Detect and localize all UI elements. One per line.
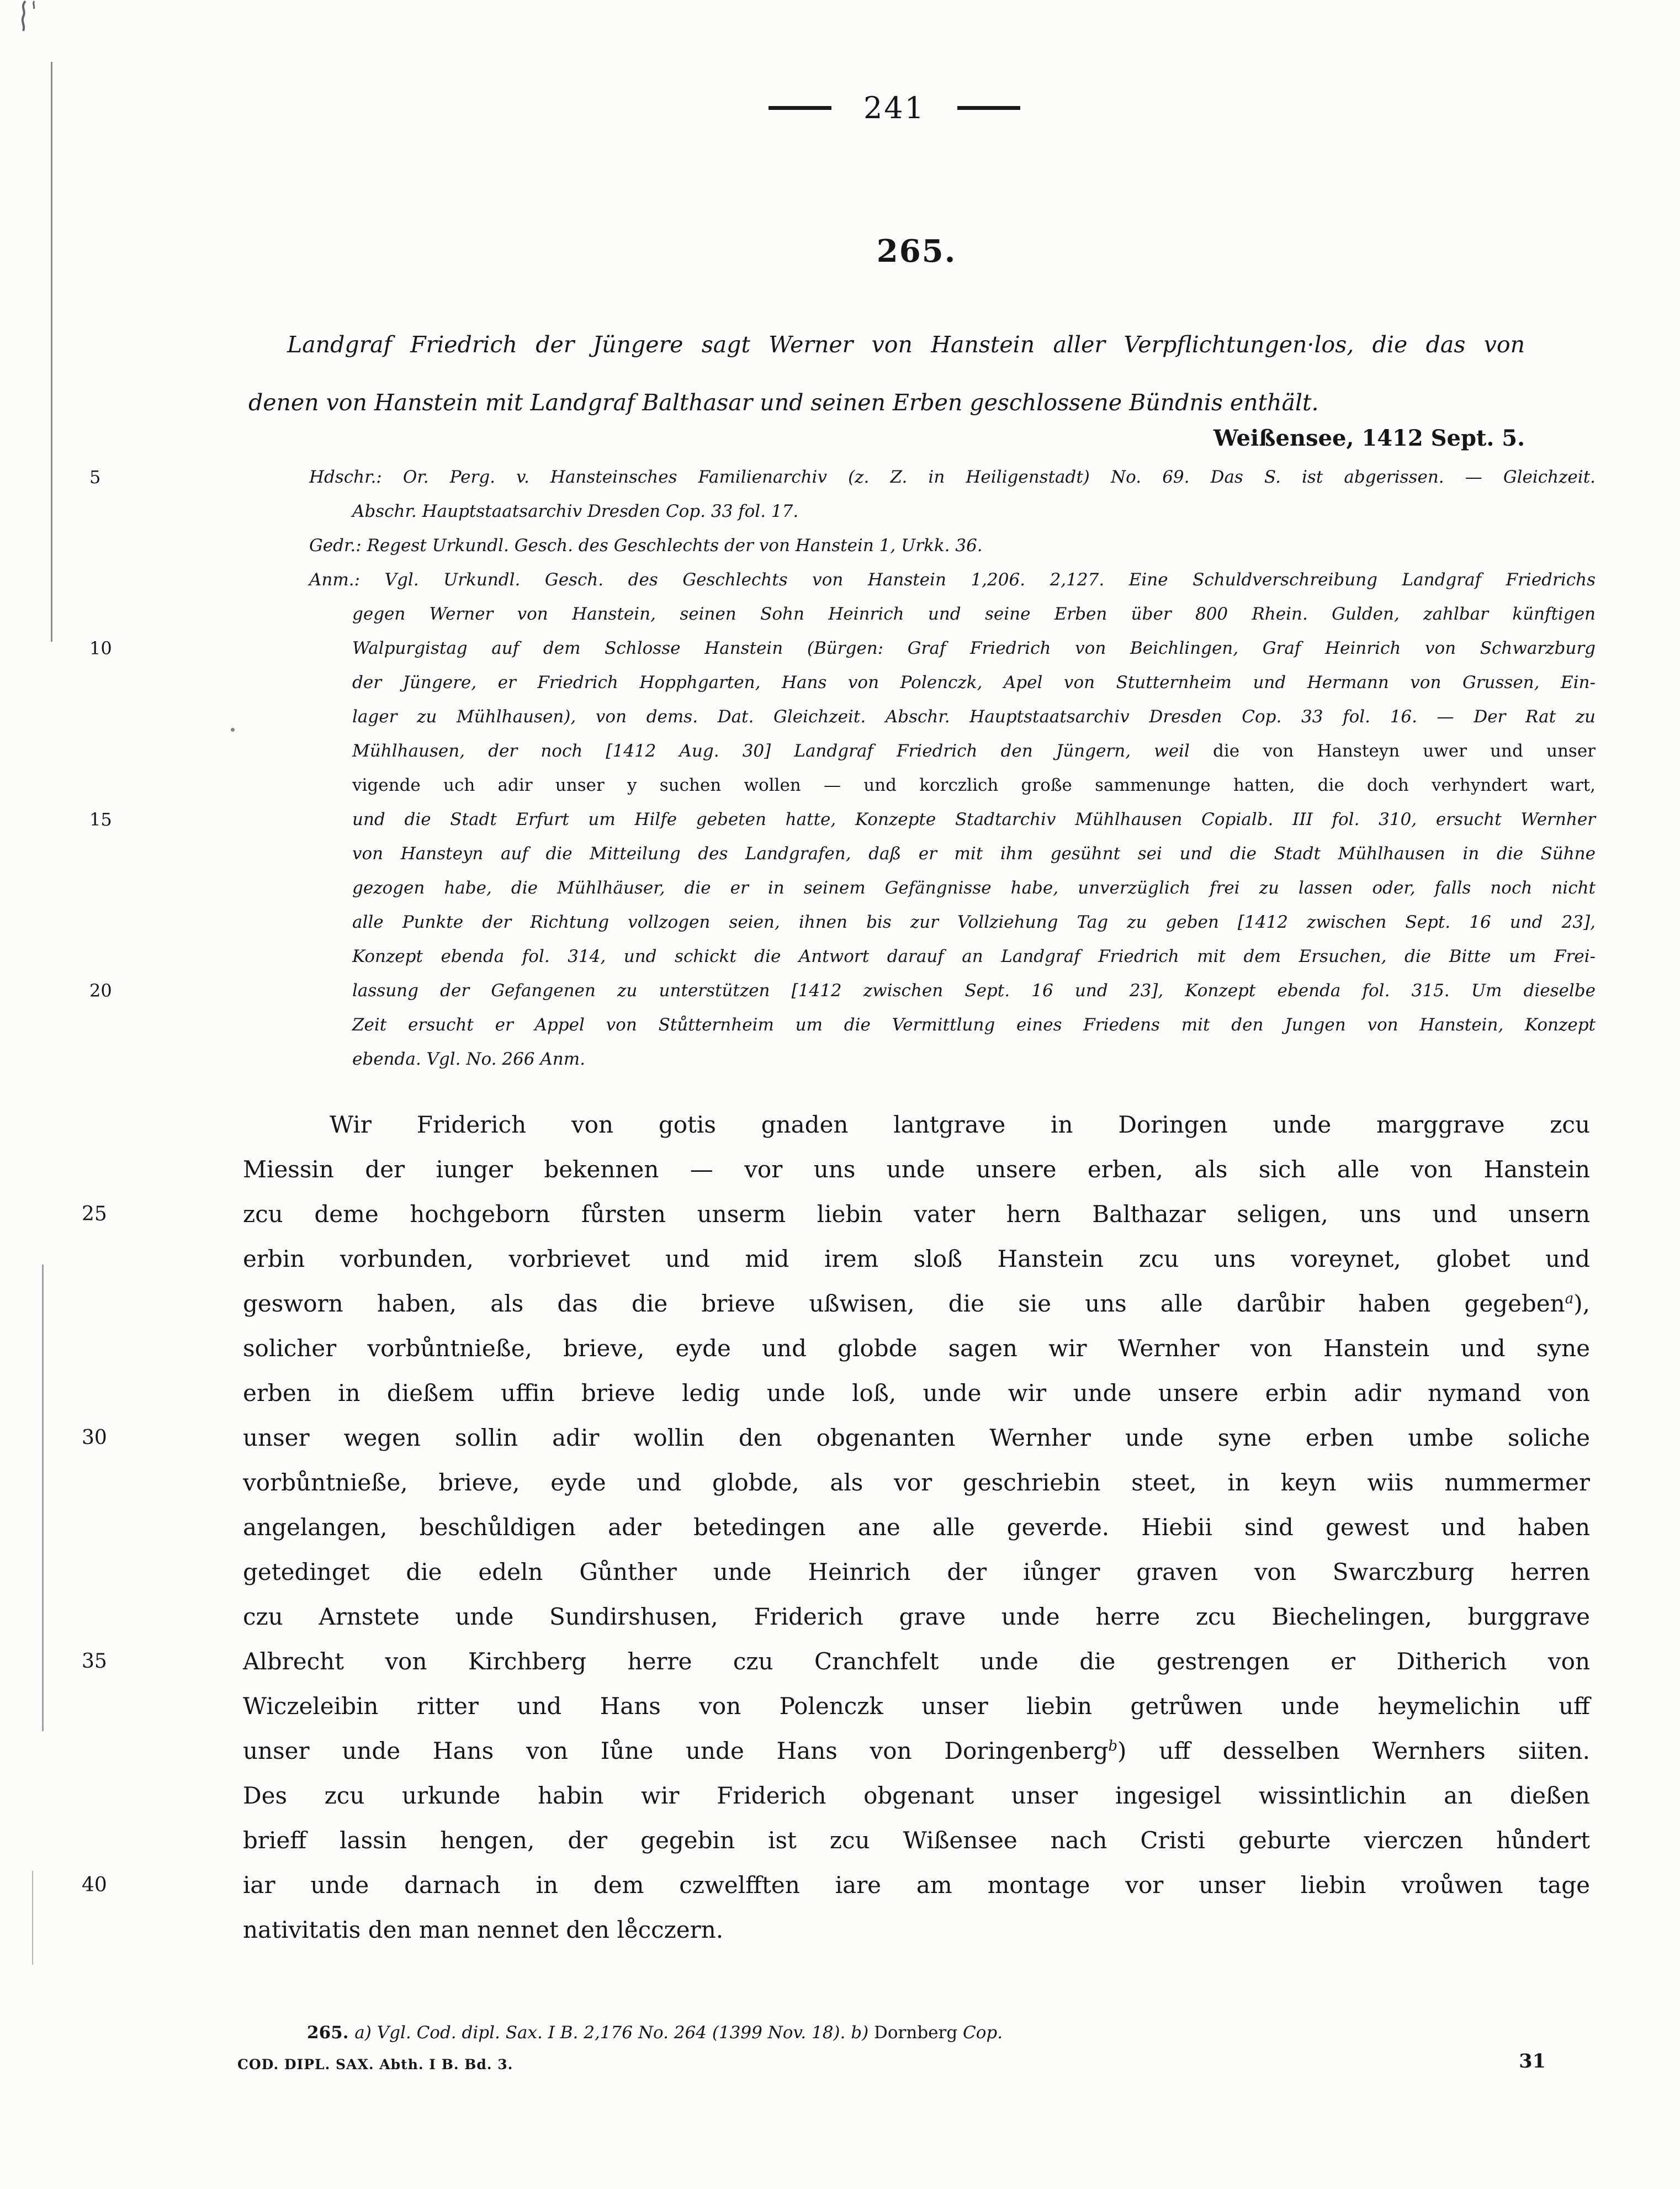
text-segment: zcu deme hochgeborn fůrsten unserm liebin vater hern Balthazar seligen, uns und unsern: [243, 1201, 1590, 1228]
text-segment: getedinget die edeln Gůnther unde Heinrich der iůnger graven von Swarczburg herren: [243, 1558, 1590, 1585]
body-line: [243, 1326, 1590, 1371]
text-segment: gezogen habe, die Mühlhäuser, die er in seinem Gefängnisse habe, unverzüglich frei zu lassen oder, falls noch nicht: [352, 878, 1596, 898]
body-line: [82, 1415, 1590, 1460]
text-segment: alle Punkte der Richtung vollzogen seien, ihnen bis zur Vollziehung Tag zu geben [1412 zwischen Sept. 16 und 23],: [352, 912, 1596, 932]
text-segment: lassung der Gefangenen zu unterstützen [1412 zwischen Sept. 16 und 23], Konzept ebenda fol. 315. Um dieselbe: [352, 981, 1596, 1001]
text-segment: czu Arnstete unde Sundirshusen, Friderich grave unde herre zcu Biechelingen, burggrave: [243, 1603, 1590, 1630]
text-segment: Albrecht von Kirchberg herre czu Cranchfelt unde die gestrengen er Ditherich von: [243, 1648, 1590, 1675]
body-line: [243, 1371, 1590, 1415]
apparatus-line: [309, 1008, 1596, 1042]
document-summary: [248, 316, 1525, 432]
summary-line: [248, 316, 1525, 374]
text-segment: und die Stadt Erfurt um Hilfe gebeten hatte, Konzepte Stadtarchiv Mühlhausen Copialb. III fol. 310, ersucht Wernher: [352, 810, 1596, 829]
text-segment: Des zcu urkunde habin wir Friderich obgenant unser ingesigel wissintlichin an dießen: [243, 1782, 1590, 1809]
text-segment: b: [1108, 1738, 1118, 1754]
critical-apparatus: [89, 460, 1596, 1076]
body-line: [243, 1773, 1590, 1818]
text-segment: denen von Hanstein mit Landgraf Balthasar und seinen Erben geschlossene Bündnis enthält.: [248, 389, 1319, 416]
body-line: [243, 1818, 1590, 1863]
text-segment: Konzept ebenda fol. 314, und schickt die Antwort darauf an Landgraf Friedrich mit dem Ersuchen, die Bitte um Frei-: [352, 947, 1596, 966]
apparatus-line: [309, 528, 1596, 563]
apparatus-line: [309, 905, 1596, 939]
header-rule-left: [769, 106, 831, 110]
document-number: 265.: [876, 233, 957, 269]
text-segment: unser wegen sollin adir wollin den obgenanten Wernher unde syne erben umbe soliche: [243, 1424, 1590, 1451]
text-segment: ) uff desselben Wernhers siiten.: [1117, 1737, 1590, 1764]
scan-artifact-squiggle: [10, 0, 49, 33]
body-line: [243, 1236, 1590, 1281]
apparatus-line: [309, 597, 1596, 631]
footnote: [307, 2016, 1599, 2050]
body-line: [82, 1639, 1590, 1684]
text-segment: Walpurgistag auf dem Schlosse Hanstein (Bürgen: Graf Friedrich von Beichlingen, Graf Heinrich von Schwarzburg: [352, 638, 1596, 658]
text-segment: gegen Werner von Hanstein, seinen Sohn Heinrich und seine Erben über 800 Rhein. Gulden, zahlbar künftigen: [352, 604, 1596, 624]
text-segment: ),: [1573, 1290, 1590, 1317]
text-segment: Mühlhausen, der noch [1412 Aug. 30] Landgraf Friedrich den Jüngern, weil: [352, 741, 1213, 761]
text-segment: unser unde Hans von Iůne unde Hans von Doringenberg: [243, 1737, 1109, 1764]
scan-artifact-line: [51, 62, 52, 642]
volume-signature: COD. DIPL. SAX. Abth. I B. Bd. 3.: [237, 2056, 513, 2072]
body-line: [82, 1192, 1590, 1236]
apparatus-line: [89, 460, 1596, 494]
body-line: [243, 1907, 1590, 1952]
apparatus-line: [89, 802, 1596, 837]
margin-line-number: 15: [89, 809, 112, 830]
apparatus-line: [89, 974, 1596, 1008]
text-segment: Wir Friderich von gotis gnaden lantgrave in Doringen unde marggrave zcu: [330, 1111, 1590, 1138]
text-segment: lager zu Mühlhausen), von dems. Dat. Gleichzeit. Abschr. Hauptstaatsarchiv Dresden Cop. 33 fol. 16. — Der Rat zu: [352, 707, 1596, 727]
scan-artifact-dot: [231, 728, 235, 732]
text-segment: Abschr. Hauptstaatsarchiv Dresden Cop. 33 fol. 17.: [352, 501, 799, 521]
body-line: [243, 1281, 1590, 1326]
apparatus-line: [309, 665, 1596, 700]
text-segment: vigende uch adir unser y suchen wollen — und korczlich große sammenunge hatten, die doch verhyndert wart,: [352, 775, 1596, 795]
margin-line-number: 35: [82, 1650, 107, 1673]
apparatus-line: [309, 563, 1596, 597]
margin-line-number: 20: [89, 980, 112, 1001]
text-segment: erbin vorbunden, vorbrievet und mid irem sloß Hanstein zcu uns voreynet, globet und: [243, 1245, 1590, 1272]
scan-artifact-line: [32, 1871, 33, 1965]
text-segment: solicher vorbůntnieße, brieve, eyde und globde sagen wir Wernher von Hanstein und syne: [243, 1335, 1590, 1362]
text-segment: a: [1565, 1291, 1574, 1307]
text-segment: der Jüngere, er Friedrich Hopphgarten, Hans von Polenczk, Apel von Stutternheim und Hermann von Grussen, Ein-: [352, 673, 1596, 692]
body-line: [243, 1102, 1590, 1147]
text-segment: Miessin der iunger bekennen — vor uns unde unsere erben, als sich alle von Hanstein: [243, 1156, 1590, 1183]
text-segment: die von Hansteyn uwer und unser: [1213, 741, 1596, 761]
text-segment: Hdschr.: Or. Perg. v. Hansteinsches Familienarchiv (z. Z. in Heiligenstadt) No. 69. Das S. ist abgerissen. — Gleichzeit.: [309, 467, 1596, 487]
text-segment: Cop.: [963, 2023, 1003, 2043]
header-rule-right: [957, 106, 1020, 110]
margin-line-number: 5: [89, 467, 101, 488]
body-line: [243, 1594, 1590, 1639]
margin-line-number: 25: [82, 1203, 107, 1225]
text-segment: vorbůntnieße, brieve, eyde und globde, als vor geschriebin steet, in keyn wiis nummermer: [243, 1469, 1590, 1496]
apparatus-line: [309, 700, 1596, 734]
text-segment: iar unde darnach in dem czwelfften iare am montage vor unser liebin vroůwen tage: [243, 1871, 1590, 1899]
text-segment: Zeit ersucht er Appel von Stůtternheim um die Vermittlung eines Friedens mit den Jungen von Hanstein, Konzept: [352, 1015, 1596, 1035]
text-segment: gesworn haben, als das die brieve ußwisen, die sie uns alle darůbir haben gegeben: [243, 1290, 1565, 1317]
body-line: [243, 1147, 1590, 1192]
margin-line-number: 10: [89, 638, 112, 659]
running-head: [243, 83, 1546, 133]
text-segment: a) Vgl. Cod. dipl. Sax. I B. 2,176 No. 264 (1399 Nov. 18). b): [354, 2023, 875, 2043]
text-segment: Landgraf Friedrich der Jüngere sagt Werner von Hanstein aller Verpflichtungen·los, die das von: [287, 331, 1525, 358]
folio-page-number: 241: [863, 90, 926, 125]
body-line: [243, 1505, 1590, 1550]
text-segment: 265.: [307, 2023, 355, 2043]
document-dateline: Weißensee, 1412 Sept. 5.: [1213, 425, 1525, 451]
apparatus-line: [309, 939, 1596, 974]
apparatus-line: [309, 734, 1596, 768]
apparatus-line: [309, 837, 1596, 871]
margin-line-number: 40: [82, 1874, 107, 1896]
apparatus-line: [309, 1042, 1596, 1076]
body-line: [243, 1460, 1590, 1505]
scan-artifact-line: [42, 1265, 44, 1731]
margin-line-number: 30: [82, 1426, 107, 1449]
text-segment: erben in dießem uffin brieve ledig unde loß, unde wir unde unsere erbin adir nymand von: [243, 1379, 1590, 1407]
body-line: [243, 1728, 1590, 1773]
text-segment: Wiczeleibin ritter und Hans von Polenczk unser liebin getrůwen unde heymelichin uff: [243, 1693, 1590, 1720]
text-segment: von Hansteyn auf die Mitteilung des Landgrafen, daß er mit ihm gesühnt sei und die Stadt Mühlhausen in die Sühne: [352, 844, 1596, 864]
charter-body-text: [82, 1102, 1590, 1952]
text-segment: nativitatis den man nennet den le̊cczern.: [243, 1916, 724, 1943]
body-line: [82, 1863, 1590, 1907]
apparatus-line: [309, 871, 1596, 905]
apparatus-line: [309, 768, 1596, 802]
text-segment: Gedr.: Regest Urkundl. Gesch. des Geschlechts der von Hanstein 1, Urkk. 36.: [309, 536, 983, 556]
text-segment: Anm.: Vgl. Urkundl. Gesch. des Geschlechts von Hanstein 1,206. 2,127. Eine Schuldverschreibung Landgraf Friedrichs: [309, 570, 1596, 590]
apparatus-line: [309, 494, 1596, 528]
apparatus-line: [89, 631, 1596, 665]
footnote-line: [307, 2016, 1599, 2050]
body-line: [243, 1550, 1590, 1594]
text-segment: ebenda. Vgl. No. 266 Anm.: [352, 1049, 585, 1069]
text-segment: brieff lassin hengen, der gegebin ist zcu Wißensee nach Cristi geburte vierczen hůndert: [243, 1827, 1590, 1854]
text-segment: Dornberg: [874, 2023, 963, 2043]
body-line: [243, 1684, 1590, 1728]
text-segment: angelangen, beschůldigen ader betedingen ane alle geverde. Hiebii sind gewest und haben: [243, 1514, 1590, 1541]
print-sheet-number: 31: [1519, 2050, 1546, 2072]
